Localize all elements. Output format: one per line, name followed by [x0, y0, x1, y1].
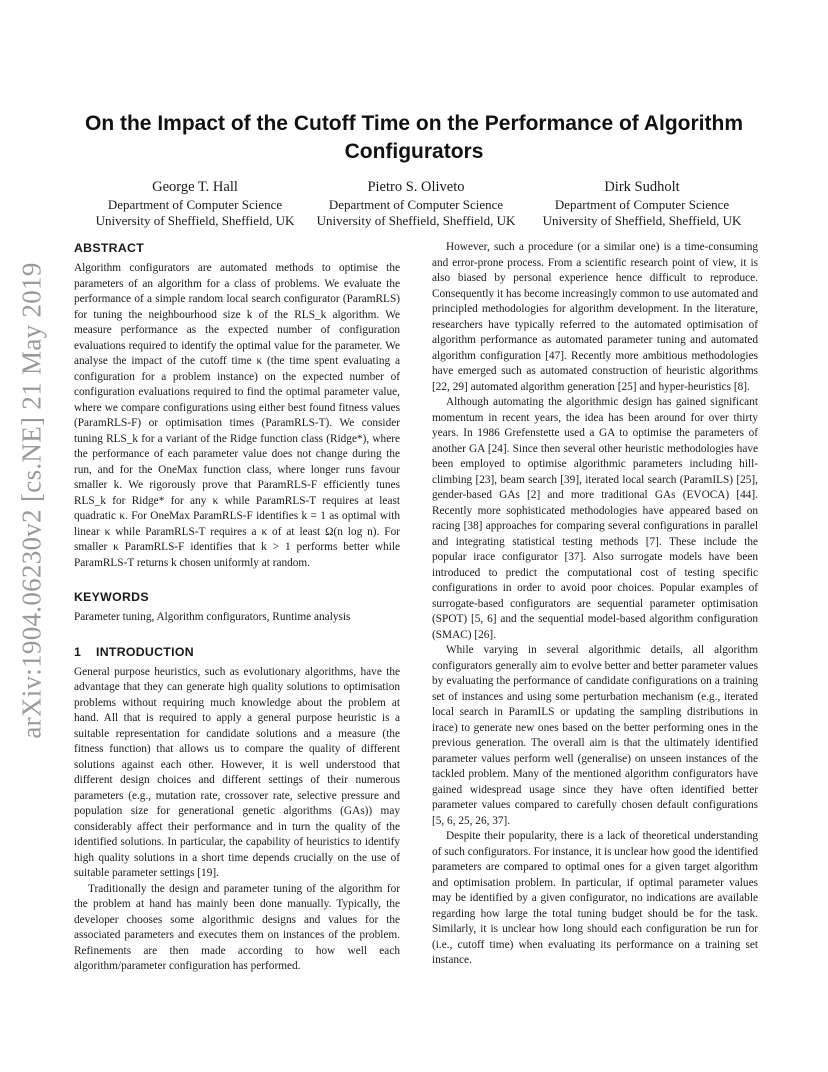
author-department: Department of Computer Science [328, 197, 504, 212]
right-column [432, 240, 758, 969]
abstract-heading: ABSTRACT [74, 241, 145, 255]
arxiv-identifier[interactable]: arXiv:1904.06230v2 [cs.NE] 21 May 2019 [16, 261, 47, 739]
author-affiliation: University of Sheffield, Sheffield, UK [95, 213, 295, 228]
author-1 [80, 178, 310, 229]
intro-paragraph-1: General purpose heuristics, such as evolutionary algorithms, have the advantage that they can generate high quality solutions to optimisation problems without requiring much knowledge about the problem at hand. All that is required to apply a general purpose heuristic is a suitable representation for candidate solutions and a measure (the fitness function) that allows us to compare the quality of different solutions against each other. However, it is well understood that different design choices and different settings of their numerous parameters (e.g., mutation rate, crossover rate, selective pressure and population size for generational genetic algorithms (GAs)) may considerably affect their performance and in turn the quality of the identified solutions. In particular, the capability of heuristics to identify high quality solutions in a short time depends crucially on the use of suitable parameter settings [19]. [74, 665, 400, 879]
author-department: Department of Computer Science [107, 197, 283, 212]
author-2 [302, 178, 530, 229]
introduction-heading [74, 644, 400, 660]
abstract-text: Algorithm configurators are automated methods to optimise the parameters of an algorithm for a class of problems. We evaluate the performance of a simple random local search configurator (ParamRLS) for tuning the neighbourhood size k of the RLS_k algorithm. We measure performance as the expected number of configuration evaluations required to identify the optimal value for the parameter. We analyse the impact of the cutoff time κ (the time spent evaluating a configuration for a problem instance) on the expected number of configuration evaluations required to find the optimal parameter value, where we compare configurations using either best found fitness values (ParamRLS-F) or optimisation times (ParamRLS-T). We consider tuning RLS_k for a variant of the Ridge function class (Ridge*), where the performance of each parameter value does not change during the run, and for the OneMax function class, where longer runs favour smaller k. We rigorously prove that ParamRLS-F efficiently tunes RLS_k for Ridge* for any κ while ParamRLS-T requires at least quadratic κ. For OneMax ParamRLS-F identifies k = 1 as optimal with linear κ while ParamRLS-T requires a κ of at least Ω(n log n). For smaller κ ParamRLS-F identifies that k > 1 performs better while ParamRLS-T returns k chosen uniformly at random. [74, 262, 400, 569]
paper-title: On the Impact of the Cutoff Time on the Performance of Algorithm Configurators [84, 112, 744, 163]
author-affiliation: University of Sheffield, Sheffield, UK [542, 213, 742, 228]
left-column [74, 240, 400, 975]
author-name: Pietro S. Oliveto [367, 179, 465, 195]
intro-paragraph-6: Despite their popularity, there is a lack of theoretical understanding of such configurators. For instance, it is unclear how good the identified parameters are compared to optimal ones for a given target algorithm and optimisation problem. In particular, if optimal parameter values may be identified by a given configurator, no indications are available regarding how large the total tuning budget should be for the task. Similarly, it is unclear how long should each configuration be run for (i.e., cutoff time) when evaluating its performance on a training set instance. [432, 830, 758, 966]
intro-paragraph-3: However, such a procedure (or a similar one) is a time-consuming and error-prone process. From a scientific research point of view, it is also biased by personal experience hence difficult to reproduce. Consequently it has become increasingly common to use automated and principled methodologies for algorithm development. In the literature, researchers have typically referred to the automated optimisation of algorithm performance as automated parameter tuning and automated algorithm configuration [47]. Recently more ambitious methodologies have emerged such as automated construction of heuristic algorithms [22, 29] automated algorithm generation [25] and hyper-heuristics [8]. [432, 241, 758, 393]
keywords-heading: KEYWORDS [74, 590, 149, 604]
author-block [80, 178, 748, 230]
intro-paragraph-5: While varying in several algorithmic details, all algorithm configurators generally aim to evolve better and better parameter values by evaluating the performance of candidate configurations on a training set of instances and using some perturbation mechanism (e.g., iterated local search in ParamILS or updating the sampling distributions in irace) to generate new ones based on the better performing ones in the previous generation. The overall aim is that the ultimately identified parameter values perform well (generalise) on unseen instances of the tackled problem. Many of the mentioned algorithm configurators have gained widespread usage since they have often identified better parameter values compared to carefully chosen default configurations [5, 6, 25, 26, 37]. [432, 644, 758, 827]
intro-paragraph-2: Traditionally the design and parameter tuning of the algorithm for the problem at hand has mainly been done manually. Typically, the developer chooses some algorithmic designs and values for the associated parameters and executes them on instances of the problem. Refinements are then made according to how well each algorithm/parameter configuration has performed. [74, 882, 400, 972]
intro-paragraph-4: Although automating the algorithmic design has gained significant momentum in recent years, the idea has been around for over thirty years. In 1986 Grefenstette used a GA to optimise the parameters of another GA [24]. Since then several other heuristic methodologies have been employed to optimise algorithmic parameters including hill-climbing [23], beam search [39], iterated local search (ParamILS) [25], gender-based GAs [2] and more traditional GAs (EVOCA) [44]. Recently more sophisticated methodologies have appeared based on racing [38] approaches for comparing several configurations in parallel and integrating statistical testing methods [7]. These include the popular irace configurator [37]. Also surrogate models have been introduced to predict the computational cost of testing specific configurations in order to avoid poor choices. Popular examples of surrogate-based configurators are sequential parameter optimisation (SPOT) [5, 6] and the sequential model-based algorithm configuration (SMAC) [26]. [432, 396, 758, 641]
section-number: 1 [74, 644, 82, 659]
author-affiliation: University of Sheffield, Sheffield, UK [316, 213, 516, 228]
arxiv-stamp [14, 210, 50, 790]
keywords-text: Parameter tuning, Algorithm configurators, Runtime analysis [74, 611, 351, 623]
author-department: Department of Computer Science [554, 197, 730, 212]
section-title: INTRODUCTION [96, 644, 194, 659]
author-name: George T. Hall [152, 179, 238, 195]
author-name: Dirk Sudholt [604, 179, 680, 195]
author-3 [532, 178, 752, 229]
